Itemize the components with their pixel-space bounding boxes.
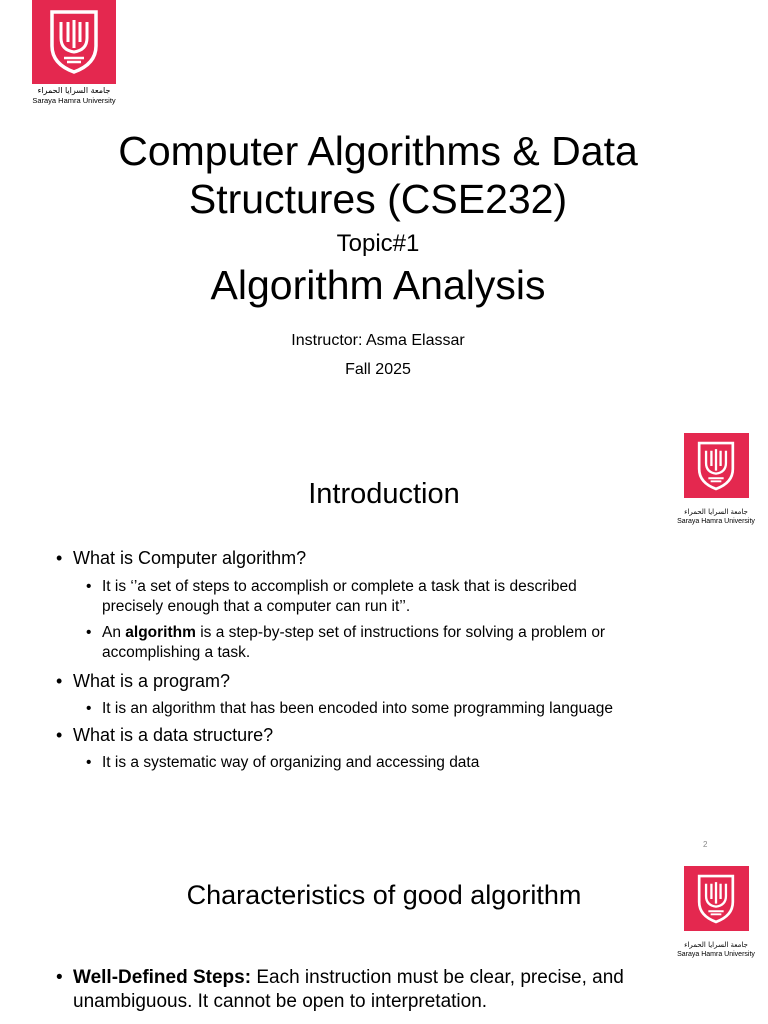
- university-name-arabic: جامعة السرايا الحمراء: [37, 86, 111, 95]
- bold-term: algorithm: [125, 624, 196, 641]
- list-item: [86, 753, 716, 773]
- answer-text: It is ‘’a set of steps to accomplish or complete a task that is described: [102, 578, 577, 595]
- answer-text: It is an algorithm that has been encoded into some programming language: [102, 700, 613, 717]
- bullet-icon: •: [56, 725, 63, 745]
- intro-bullet-list: [56, 548, 716, 773]
- question-text: What is a program?: [73, 671, 231, 691]
- university-emblem-icon: [32, 0, 116, 84]
- answer-text: An: [102, 624, 126, 641]
- bullet-icon: •: [86, 754, 92, 771]
- item-text: unambiguous. It cannot be open to interpretation.: [73, 991, 488, 1012]
- list-item: [86, 699, 716, 719]
- university-name-english: Saraya Hamra University: [32, 95, 116, 105]
- university-logo: [18, 0, 130, 105]
- university-name-english: Saraya Hamra University: [677, 950, 755, 958]
- list-item: [56, 725, 716, 753]
- characteristics-bullet-list: [56, 966, 696, 1014]
- university-name-arabic: جامعة السرايا الحمراء: [684, 508, 748, 516]
- list-item: [86, 623, 716, 663]
- question-text: What is a data structure?: [73, 725, 274, 745]
- answer-text: is a step-by-step set of instructions for solving a problem or: [195, 624, 606, 641]
- university-name-english: Saraya Hamra University: [677, 517, 755, 525]
- instructor-name: Instructor: Asma Elassar: [291, 332, 465, 349]
- course-title: [0, 128, 756, 224]
- lecture-subtitle: Algorithm Analysis: [210, 262, 546, 308]
- bullet-icon: •: [86, 700, 92, 717]
- bullet-icon: •: [56, 671, 63, 691]
- list-item: [56, 966, 696, 1014]
- bullet-icon: •: [56, 967, 63, 988]
- topic-label: Topic#1: [336, 230, 420, 257]
- list-item: [86, 577, 716, 617]
- answer-text: precisely enough that a computer can run it’’.: [102, 598, 411, 615]
- list-item: [56, 548, 716, 577]
- bullet-icon: •: [86, 624, 92, 641]
- list-item: [56, 671, 716, 699]
- question-text: What is Computer algorithm?: [73, 548, 307, 568]
- bullet-icon: •: [56, 548, 63, 568]
- course-title-line1: Computer Algorithms & Data: [118, 128, 638, 174]
- slide-title: Characteristics of good algorithm: [186, 880, 582, 910]
- bold-term: Well-Defined Steps:: [73, 967, 252, 988]
- answer-text: It is a systematic way of organizing and accessing data: [102, 754, 480, 771]
- bullet-icon: •: [86, 578, 92, 595]
- slide-title: Introduction: [308, 478, 460, 510]
- term-label: Fall 2025: [345, 361, 411, 378]
- page-number: 2: [703, 840, 708, 849]
- answer-text: accomplishing a task.: [102, 644, 251, 661]
- item-text: Each instruction must be clear, precise, and: [251, 967, 624, 988]
- course-title-line2: Structures (CSE232): [188, 175, 568, 222]
- university-name-arabic: جامعة السرايا الحمراء: [684, 941, 748, 949]
